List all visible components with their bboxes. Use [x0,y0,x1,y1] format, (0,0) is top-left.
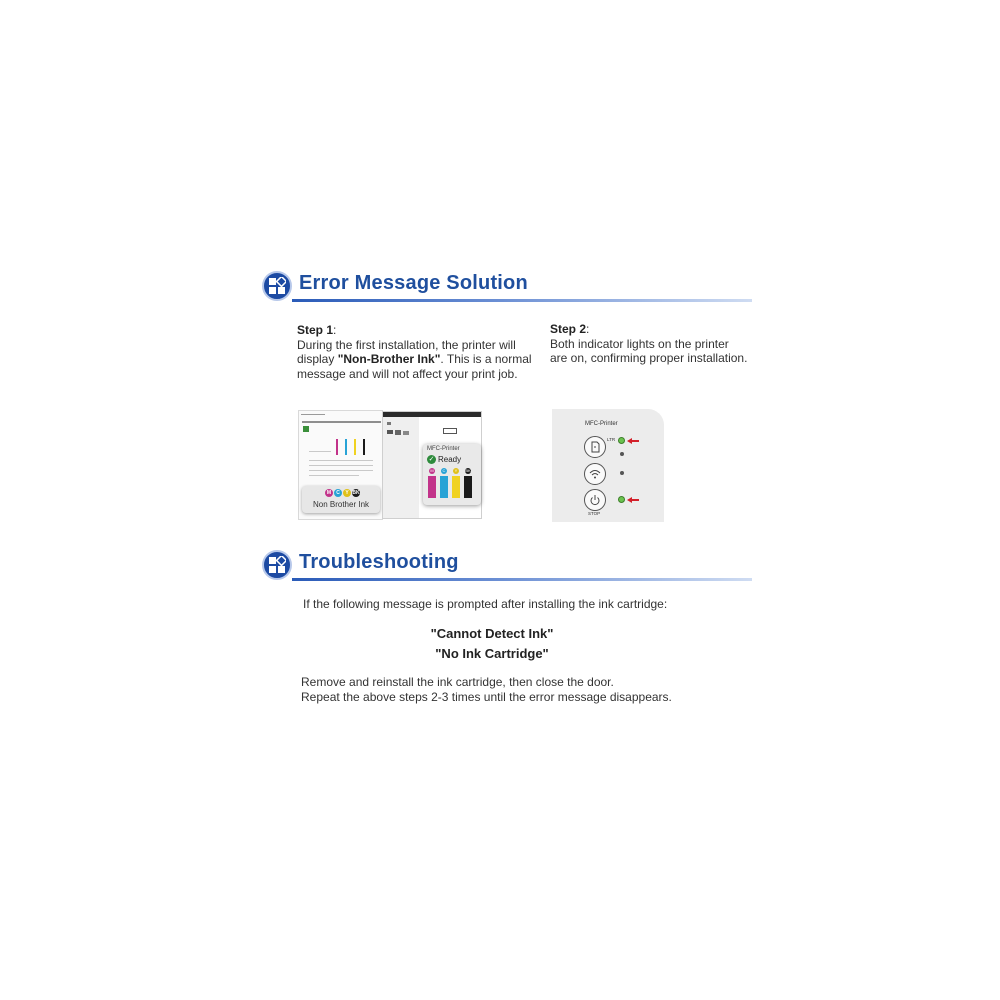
step2-label: Step 2 [550,322,587,336]
ltr-label: LTR [607,437,616,442]
badge-grid-icon [262,271,292,301]
status-text: Ready [438,455,462,464]
section-header-error-solution [262,271,752,307]
step1-text: Step 1: During the first installation, the printer will display "Non-Brother Ink". This is a normal message and will not affect your print job. [297,323,537,381]
step1-line2: display "Non-Brother Ink". This is a normal [297,352,532,366]
status-window [298,410,383,520]
printer-status-screenshot [298,410,486,520]
non-brother-ink-popup [302,486,380,513]
dot-cyan: C [334,489,342,497]
led-wifi-off [620,471,624,475]
wifi-icon [584,463,606,485]
dot-yellow: Y [343,489,351,497]
section-divider [292,299,752,302]
power-icon [584,489,606,511]
dot-black: BK [352,490,360,496]
fix-step-2: Repeat the above steps 2-3 times until the error message disappears. [301,690,672,704]
red-arrow-icon [627,497,639,503]
error-message-1: "Cannot Detect Ink" [430,626,554,641]
error-message-2: "No Ink Cartridge" [435,646,549,661]
step1-line3: message and will not affect your print job. [297,366,518,381]
step2-line2: are on, confirming proper installation. [550,351,748,365]
non-brother-ink-emphasis: "Non-Brother Ink" [337,352,441,366]
section-divider [292,578,752,581]
ink-levels [428,468,472,498]
step1-line1: During the first installation, the printer will [297,337,516,352]
step2-text: Step 2: Both indicator lights on the printer are on, confirming proper installation. [550,322,760,366]
ink-magenta: M [428,468,436,498]
ink-yellow: Y [452,468,460,498]
ink-black: BK [464,468,472,498]
printer-control-panel [552,409,664,522]
printer-ready-popup [423,444,481,505]
led-ltr-on [618,437,625,444]
badge-grid-icon [262,550,292,580]
fix-step-1: Remove and reinstall the ink cartridge, then close the door. [301,675,614,689]
ink-dots [325,489,360,497]
step1-label: Step 1 [297,323,334,337]
document-icon [584,436,606,458]
panel-printer-name: MFC-Printer [585,421,618,427]
check-icon: ✓ [428,456,435,463]
dot-magenta: M [326,490,332,496]
red-arrow-icon [627,438,639,444]
ink-cyan: C [440,468,448,498]
printer-name: MFC-Printer [427,446,460,452]
section-title: Error Message Solution [299,272,528,294]
stop-label: STOP [588,511,601,516]
section-header-troubleshooting [262,550,752,586]
step2-line1: Both indicator lights on the printer [550,336,729,351]
ready-status [427,455,461,464]
section-title: Troubleshooting [299,551,459,573]
non-brother-ink-label: Non Brother Ink [312,500,370,509]
trouble-intro: If the following message is prompted after installing the ink cartridge: [303,597,668,611]
led-dot [620,452,624,456]
led-power-on [618,496,625,503]
